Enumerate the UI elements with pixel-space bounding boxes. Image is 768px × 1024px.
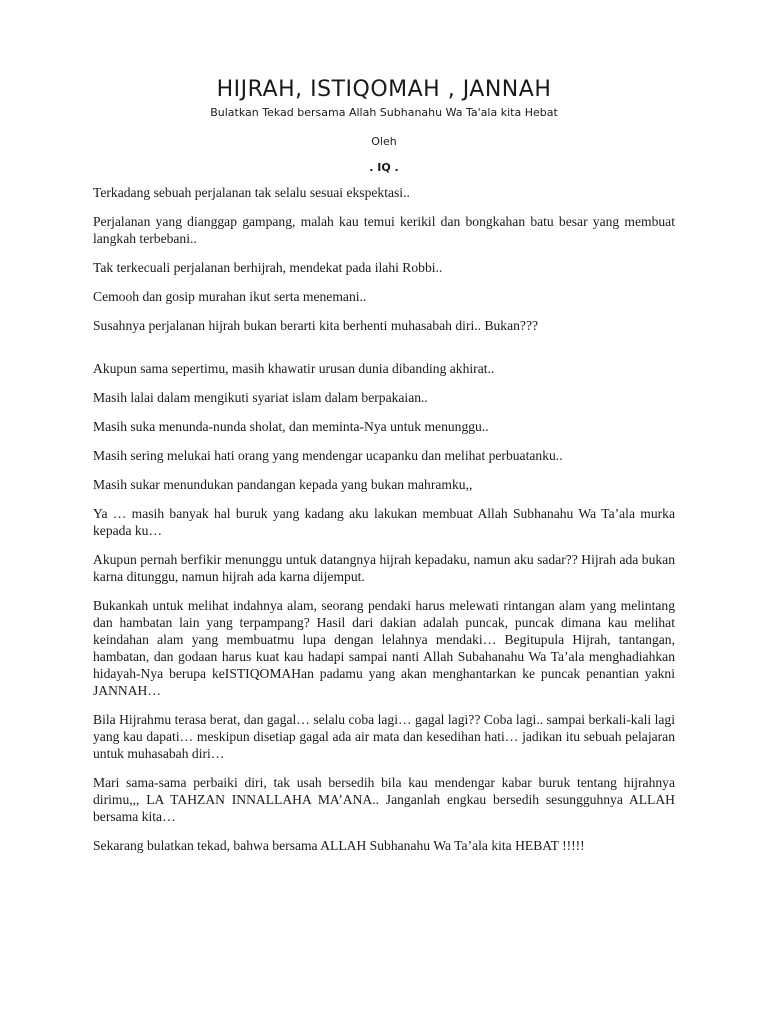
paragraph: Sekarang bulatkan tekad, bahwa bersama ALLAH Subhanahu Wa Ta’ala kita HEBAT !!!!! bbox=[93, 838, 585, 853]
paragraph: Terkadang sebuah perjalanan tak selalu sesuai ekspektasi.. bbox=[93, 185, 410, 200]
author-name: . IQ . bbox=[369, 161, 399, 174]
paragraph: Bukankah untuk melihat indahnya alam, seorang pendaki harus melewati rintangan alam yang melintang dan hambatan lain yang terpampang? Hasil dari dakian adalah puncak, puncak dimana kau melihat keindahan alam yang membuatmu lupa dengan lelahnya mendaki… Begitupula Hijrah, tantangan, hambatan, dan godaan harus kuat kau hadapi sampai nanti Allah Subahanahu Wa Ta’ala menghadiahkan hidayah-Nya berupa keISTIQOMAHan padamu yang akan menghantarkan ke puncak penantian yakni JANNAH… bbox=[93, 598, 675, 698]
paragraph: Masih sering melukai hati orang yang mendengar ucapanku dan melihat perbuatanku.. bbox=[93, 448, 563, 463]
paragraph: Cemooh dan gosip murahan ikut serta menemani.. bbox=[93, 289, 367, 304]
paragraph: Ya … masih banyak hal buruk yang kadang aku lakukan membuat Allah Subhanahu Wa Ta’ala murka kepada ku… bbox=[93, 506, 675, 538]
document-body bbox=[93, 184, 675, 854]
paragraph: Tak terkecuali perjalanan berhijrah, mendekat pada ilahi Robbi.. bbox=[93, 260, 443, 275]
paragraph: Masih suka menunda-nunda sholat, dan meminta-Nya untuk menunggu.. bbox=[93, 419, 489, 434]
paragraph: Susahnya perjalanan hijrah bukan berarti kita berhenti muhasabah diri.. Bukan??? bbox=[93, 318, 539, 333]
paragraph: Masih lalai dalam mengikuti syariat islam dalam berpakaian.. bbox=[93, 390, 428, 405]
paragraph: Bila Hijrahmu terasa berat, dan gagal… selalu coba lagi… gagal lagi?? Coba lagi.. sampai berkali-kali lagi yang kau dapati… meskipun disetiap gagal ada air mata dan kesedihan hati… jadikan itu sebuah pelajaran untuk muhasabah diri… bbox=[93, 712, 675, 761]
document-title: HIJRAH, ISTIQOMAH , JANNAH bbox=[216, 77, 552, 102]
paragraph: Masih sukar menundukan pandangan kepada yang bukan mahramku,, bbox=[93, 477, 473, 492]
document-subtitle: Bulatkan Tekad bersama Allah Subhanahu Wa Ta'ala kita Hebat bbox=[210, 106, 558, 119]
paragraph: Mari sama-sama perbaiki diri, tak usah bersedih bila kau mendengar kabar buruk tentang hijrahnya dirimu,,, LA TAHZAN INNALLAHA MA’ANA.. Janganlah engkau bersedih sesungguhnya ALLAH bersama kita… bbox=[93, 775, 675, 824]
paragraph: Perjalanan yang dianggap gampang, malah kau temui kerikil dan bongkahan batu besar yang membuat langkah terbebani.. bbox=[93, 214, 675, 246]
byline-label: Oleh bbox=[371, 135, 397, 148]
paragraph: Akupun sama sepertimu, masih khawatir urusan dunia dibanding akhirat.. bbox=[93, 361, 495, 376]
paragraph: Akupun pernah berfikir menunggu untuk datangnya hijrah kepadaku, namun aku sadar?? Hijrah ada bukan karna ditunggu, namun hijrah ada karna dijemput. bbox=[93, 552, 675, 584]
